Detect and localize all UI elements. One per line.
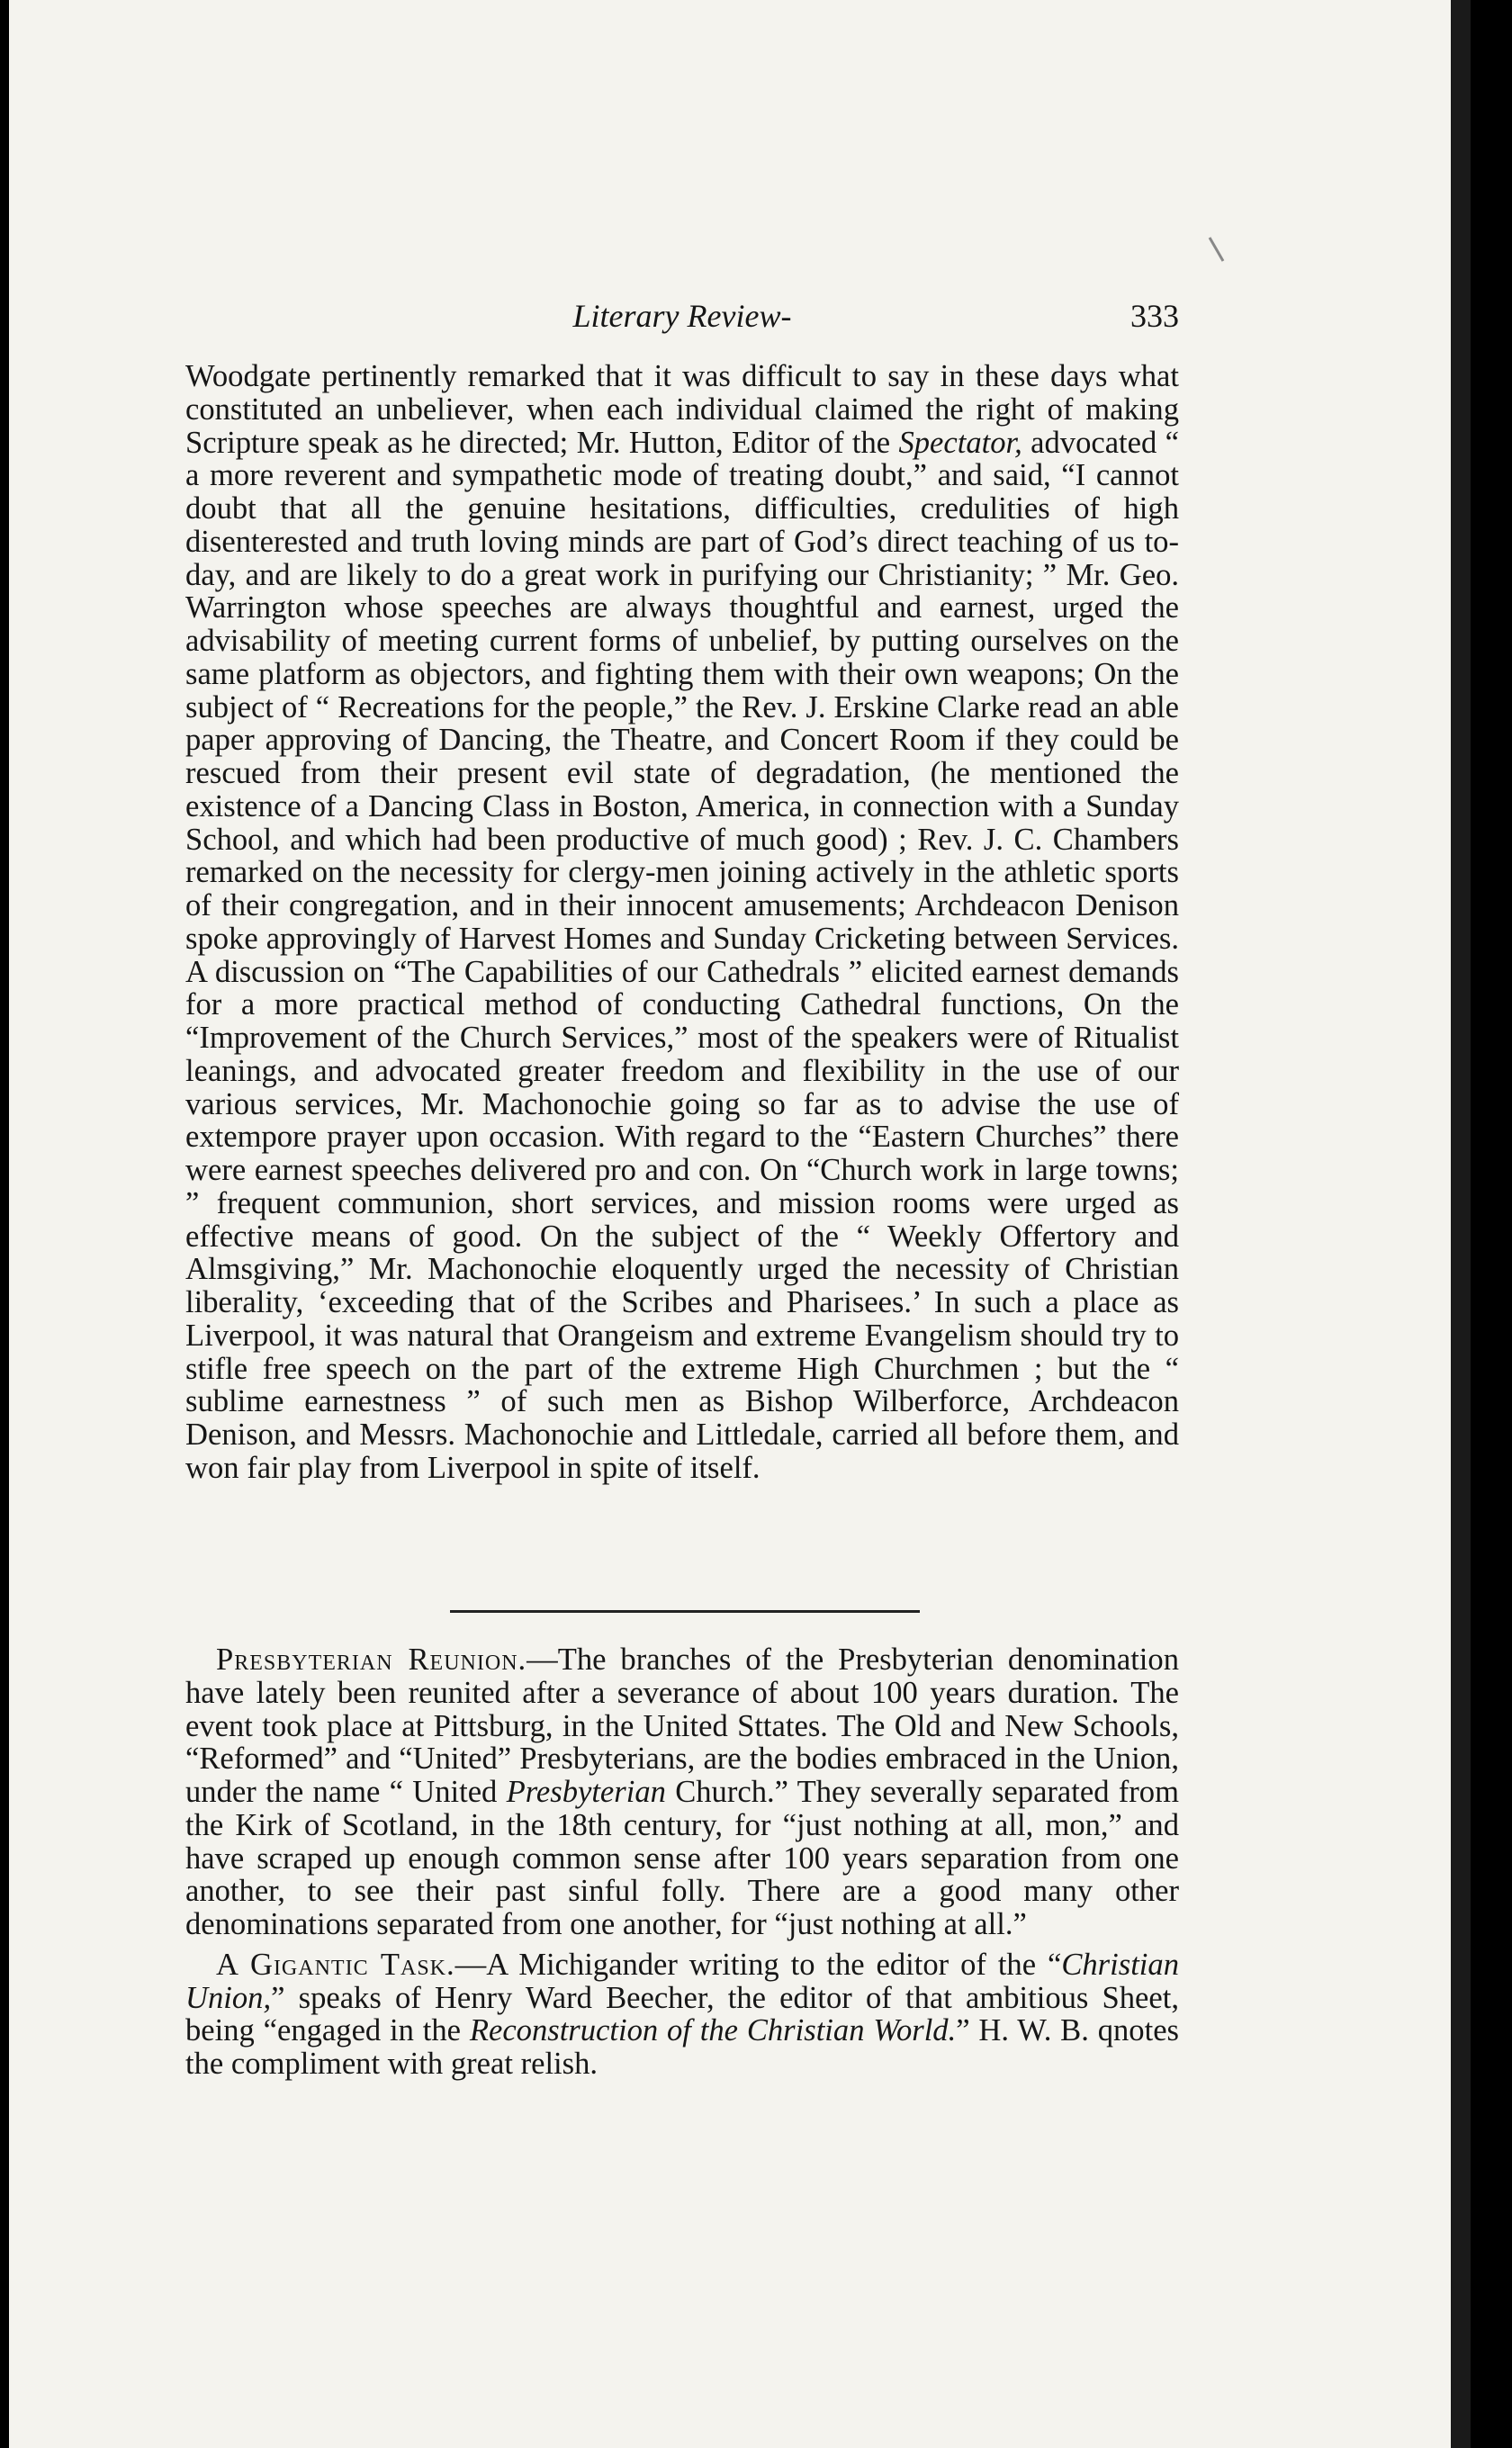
- main-text-part-2: advocated “ a more reverent and sympathetic mode of treating doubt,” and said, “I cannot doubt that all the genuine hesitations, difficulties, credulities of high disenterested and truth loving minds are part of God’s direct teaching of us to-day, and are likely to do a great work in purifying our Christianity; ” Mr. Geo. Warrington whose speeches are always thoughtful and earnest, urged the advisability of meeting current forms of unbelief, by putting ourselves on the same platform as objectors, and fighting them with their own weapons; On the subject of “ Recreations for the people,” the Rev. J. Erskine Clarke read an able paper approving of Dancing, the Theatre, and Concert Room if they could be rescued from their present evil state of degradation, (he mentioned the existence of a Dancing Class in Boston, America, in connection with a Sunday School, and which had been productive of much good) ; Rev. J. C. Chambers remarked on the necessity for clergy-men joining actively in the athletic sports of their congregation, and in their innocent amusements; Archdeacon Denison spoke approvingly of Harvest Homes and Sunday Cricketing between Services. A discussion on “The Capabilities of our Cathedrals ” elicited earnest demands for a more practical method of conducting Cathedral functions, On the “Improvement of the Church Services,” most of the speakers were of Ritualist leanings, and advocated greater freedom and flexibility in the use of our various services, Mr. Machonochie going so far as to advise the use of extempore prayer upon occasion. With regard to the “Eastern Churches” there were earnest speeches delivered pro and con. On “Church work in large towns; ” frequent communion, short services, and mission rooms were urged as effective means of good. On the subject of the “ Weekly Offertory and Almsgiving,” Mr. Machonochie eloquently urged the necessity of Christian liberality, ‘exceeding that of the Scribes and Pharisees.’ In such a place as Liverpool, it was natural that Orangeism and extreme Evangelism should try to stifle free speech on the part of the extreme High Churchmen ; but the “ sublime earnestness ” of such men as Bishop Wilberforce, Archdeacon Denison, and Messrs. Machonochie and Littledale, carried all before them, and won fair play from Liverpool in spite of itself.: [185, 425, 1179, 1485]
- page-edge-shadow: [1451, 0, 1471, 2448]
- main-paragraph: [185, 360, 1179, 1485]
- presbyterian-reunion-paragraph: [185, 1643, 1179, 1941]
- notes-section: [185, 1643, 1179, 2081]
- gigantic-task-heading: A Gigantic Task.: [216, 1947, 455, 1982]
- christian-union-title: Christian Union,: [185, 1947, 1179, 2015]
- presbyterian-reunion-heading: Presbyterian Reunion.: [216, 1642, 527, 1677]
- main-text-part-1: Woodgate pertinently remarked that it was difficult to say in these days what constituted an unbeliever, when each individual claimed the right of making Scripture speak as he directed; Mr. Hutton, Editor of the: [185, 359, 1179, 460]
- spectator-title: Spectator,: [898, 425, 1022, 460]
- presbyterian-text-part-2: Church.” They severally separated from the Kirk of Scotland, in the 18th century, for “just nothing at all, mon,” and have scraped up enough common sense after 100 years separation from one another, to see their past sinful folly. There are a good many other denominations separated from one another, for “just nothing at all.”: [185, 1775, 1179, 1941]
- gigantic-task-text-part-3: ” H. W. B. qnotes the compliment with great relish.: [185, 2013, 1179, 2081]
- section-divider: [450, 1610, 920, 1613]
- page-header: [185, 293, 1179, 338]
- reconstruction-phrase: Reconstruction of the Christian World.: [469, 2013, 957, 2048]
- gigantic-task-text-part-2: ” speaks of Henry Ward Beecher, the editor of that ambitious Sheet, being “engaged in the: [185, 1980, 1179, 2048]
- presbyterian-italic-name: Presbyterian: [506, 1775, 666, 1809]
- gigantic-task-text-part-1: —A Michigander writing to the editor of the “: [454, 1947, 1062, 1982]
- presbyterian-text-part-1: —The branches of the Presbyterian denomination have lately been reunited after a severance of about 100 years duration. The event took place at Pittsburg, in the United Sttates. The Old and New Schools, “Reformed” and “United” Presbyterians, are the bodies embraced in the Union, under the name “ United: [185, 1642, 1179, 1809]
- page-number: 333: [1130, 298, 1179, 334]
- running-title: Literary Review-: [572, 298, 792, 334]
- main-text: [185, 360, 1179, 1485]
- gigantic-task-paragraph: [185, 1948, 1179, 2081]
